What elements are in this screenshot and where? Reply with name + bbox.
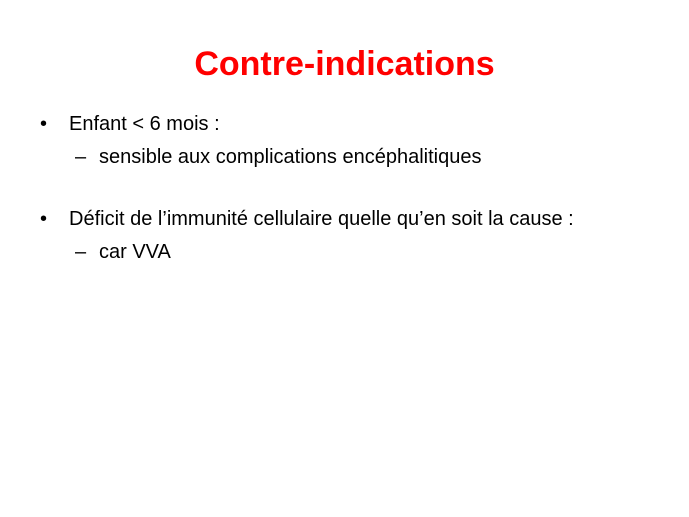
bullet-item [0,108,689,174]
bullet-marker: • [40,208,48,230]
bullet-line [0,203,689,236]
slide-title: Contre-indications [194,45,495,83]
bullet-marker: • [40,113,48,135]
sub-bullet-marker: – [75,241,87,263]
bullet-text: Déficit de l’immunité cellulaire quelle qu’en soit la cause : [69,208,574,230]
bullet-text: Enfant < 6 mois : [69,113,220,135]
bullet-item [0,203,689,269]
sub-bullet-line [0,141,689,174]
sub-bullet-text: sensible aux complications encéphalitiques [99,146,482,168]
slide-content [0,108,689,269]
bullet-line [0,108,689,141]
sub-bullet-line [0,236,689,269]
spacer [0,174,689,203]
sub-bullet-marker: – [75,146,87,168]
sub-bullet-text: car VVA [99,241,171,263]
